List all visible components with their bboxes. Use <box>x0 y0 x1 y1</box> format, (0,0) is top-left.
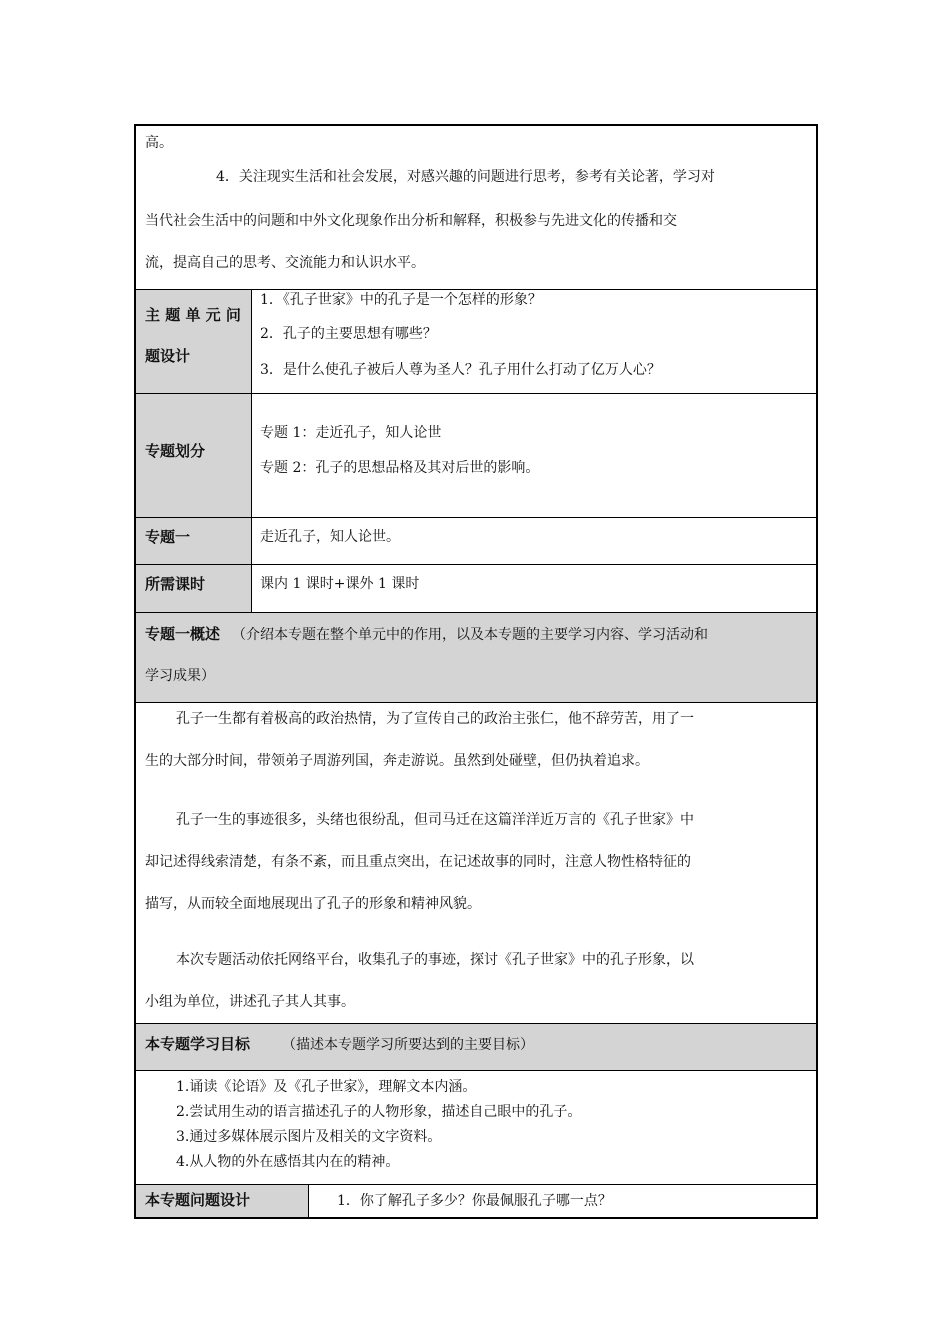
question-item: 1．《孔子世家》中的孔子是一个怎样的形象？ <box>260 292 542 308</box>
question-item: 2．孔子的主要思想有哪些？ <box>260 326 437 342</box>
paragraph-line: 本次专题活动依托网络平台，收集孔子的事迹，探讨《孔子世家》中的孔子形象，以 <box>176 952 694 968</box>
intro-line: 流，提高自己的思考、交流能力和认识水平。 <box>145 255 425 271</box>
goal-item: 3.通过多媒体展示图片及相关的文字资料。 <box>176 1129 442 1145</box>
theme-questions-label <box>136 290 252 393</box>
overview-desc: 学习成果） <box>145 668 215 684</box>
label-text: 本专题问题设计 <box>145 1191 251 1209</box>
theme-questions-row <box>136 290 816 394</box>
question-design-label <box>136 1185 309 1217</box>
label-text: 专题一 <box>145 528 191 546</box>
topic-item: 专题 1：走近孔子，知人论世 <box>260 425 442 441</box>
topic-one-row <box>136 518 816 565</box>
label-text: 所需课时 <box>145 575 206 593</box>
overview-desc: （介绍本专题在整个单元中的作用，以及本专题的主要学习内容、学习活动和 <box>232 627 708 643</box>
question-item: 3．是什么使孔子被后人尊为圣人？孔子用什么打动了亿万人心？ <box>260 362 661 378</box>
document-table <box>134 124 818 1219</box>
question-design-row <box>136 1185 816 1217</box>
paragraph-line: 孔子一生都有着极高的政治热情，为了宣传自己的政治主张仁，他不辞劳苦，用了一 <box>176 711 694 727</box>
goals-header <box>136 1024 816 1071</box>
hours-label <box>136 565 252 612</box>
goals-label: 本专题学习目标 <box>145 1035 251 1053</box>
hours-row <box>136 565 816 613</box>
intro-line0: 高。 <box>145 135 173 151</box>
theme-questions-list <box>252 290 816 393</box>
intro-block <box>136 126 816 290</box>
topic-division-label <box>136 394 252 517</box>
paragraph-line: 描写，从而较全面地展现出了孔子的形象和精神风貌。 <box>145 896 481 912</box>
topic-one-label <box>136 518 252 564</box>
topic-division-row <box>136 394 816 518</box>
paragraph-line: 却记述得线索清楚，有条不紊，而且重点突出，在记述故事的同时，注意人物性格特征的 <box>145 854 691 870</box>
label-line: 题设计 <box>145 347 191 365</box>
topic-item: 专题 2：孔子的思想品格及其对后世的影响。 <box>260 460 540 476</box>
intro-line: 当代社会生活中的问题和中外文化现象作出分析和解释，积极参与先进文化的传播和交 <box>145 213 677 229</box>
paragraph-line: 小组为单位，讲述孔子其人其事。 <box>145 994 355 1010</box>
topic-one-value: 走近孔子，知人论世。 <box>260 529 400 545</box>
goal-item: 2.尝试用生动的语言描述孔子的人物形象，描述自己眼中的孔子。 <box>176 1104 582 1120</box>
goals-desc: （描述本专题学习所要达到的主要目标） <box>282 1037 534 1053</box>
goal-item: 4.从人物的外在感悟其内在的精神。 <box>176 1154 400 1170</box>
label-text: 专题划分 <box>145 442 206 460</box>
goals-body <box>136 1071 816 1185</box>
paragraph-line: 生的大部分时间，带领弟子周游列国，奔走游说。虽然到处碰壁，但仍执着追求。 <box>145 753 649 769</box>
topic-division-list <box>252 394 816 517</box>
question-design-first: 1．你了解孔子多少？你最佩服孔子哪一点？ <box>337 1193 612 1209</box>
overview-body <box>136 703 816 1024</box>
label-line: 主 题 单 元 问 <box>145 306 241 324</box>
goal-item: 1.诵读《论语》及《孔子世家》，理解文本内涵。 <box>176 1079 477 1095</box>
paragraph-line: 孔子一生的事迹很多，头绪也很纷乱，但司马迁在这篇洋洋近万言的《孔子世家》中 <box>176 812 694 828</box>
intro-line: 4．关注现实生活和社会发展，对感兴趣的问题进行思考，参考有关论著，学习对 <box>216 169 715 185</box>
overview-header <box>136 613 816 703</box>
overview-label: 专题一概述 <box>145 625 221 643</box>
hours-value: 课内 1 课时+课外 1 课时 <box>260 576 420 592</box>
